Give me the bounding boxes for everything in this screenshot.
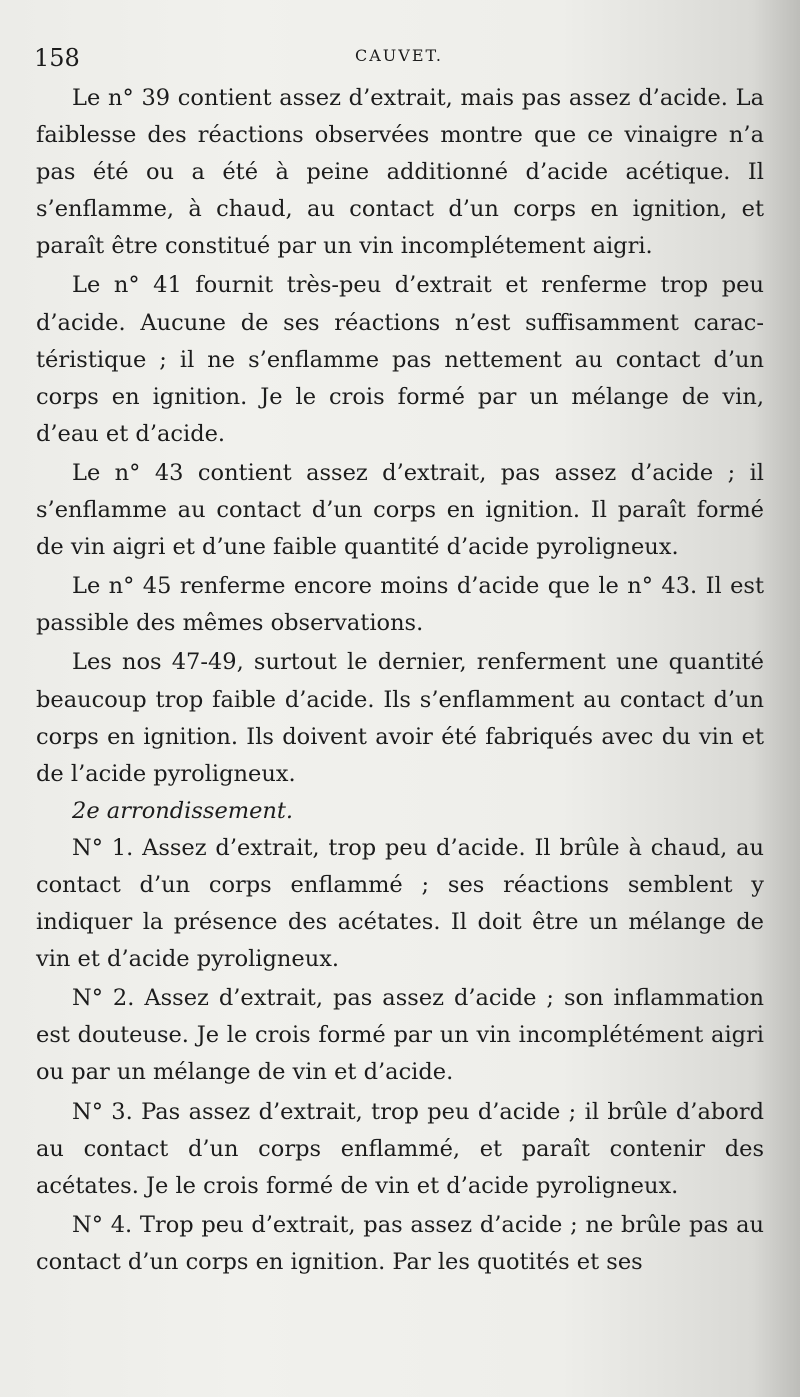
page-number: 158 (34, 44, 80, 72)
paragraph-no41: Le n° 41 fournit très-peu d’extrait et renferme trop peu d’acide. Aucune de ses réactions n’est suffisamment caractéristique ; il ne s’enflamme pas nettement au contact d’un corps en ignition. Je le crois formé par un mélange de vin, d’eau et d’acide. (36, 272, 764, 447)
paragraph-no39: Le n° 39 contient assez d’extrait, mais pas assez d’acide. La faiblesse des réactions observées montre que ce vinaigre n’a pas été ou a été à peine additionné d’acide acétique. Il s’enflamme, à chaud, au contact d’un corps en ignition, et paraît être constitué par un vin incomplétement aigri. (36, 85, 764, 260)
section-heading (36, 793, 764, 830)
paragraph-no47-49: Les nos 47-49, surtout le dernier, renferment une quantité beaucoup trop faible d’acide. Ils s’enflamment au contact d’un corps en ignition. Ils doivent avoir été fabriqués avec du vin et de l’acide pyroligneux. (36, 649, 764, 787)
page-header (30, 38, 750, 78)
paragraph-n4: N° 4. Trop peu d’extrait, pas assez d’acide ; ne brûle pas au contact d’un corps en ignition. Par les quotités et ses (36, 1211, 764, 1275)
paragraph-n1: N° 1. Assez d’extrait, trop peu d’acide. Il brûle à chaud, au contact d’un corps enflammé ; ses réactions semblent y indiquer la présence des acétates. Il doit être un mélange de vin et d’acide pyroligneux. (36, 834, 764, 973)
running-head: CAUVET. (355, 46, 443, 65)
paragraph-n2: N° 2. Assez d’extrait, pas assez d’acide ; son inflammation est douteuse. Je le crois formé par un vin incomplétément aigri ou par un mélange de vin et d’acide. (36, 985, 764, 1086)
paragraph-no43: Le n° 43 contient assez d’extrait, pas assez d’acide ; il s’enflamme au contact d’un corps en ignition. Il paraît formé de vin aigri et d’une faible quantité d’acide pyroligneux. (36, 459, 764, 561)
body-text (36, 80, 764, 1281)
paragraph-n3: N° 3. Pas assez d’extrait, trop peu d’acide ; il brûle d’abord au contact d’un corps enflammé, et paraît contenir des acétates. Je le crois formé de vin et d’acide pyroligneux. (36, 1098, 764, 1199)
section-heading-text: 2e arrondissement. (72, 797, 294, 824)
paragraph-no45: Le n° 45 renferme encore moins d’acide que le n° 43. Il est passible des mêmes observations. (36, 573, 764, 637)
